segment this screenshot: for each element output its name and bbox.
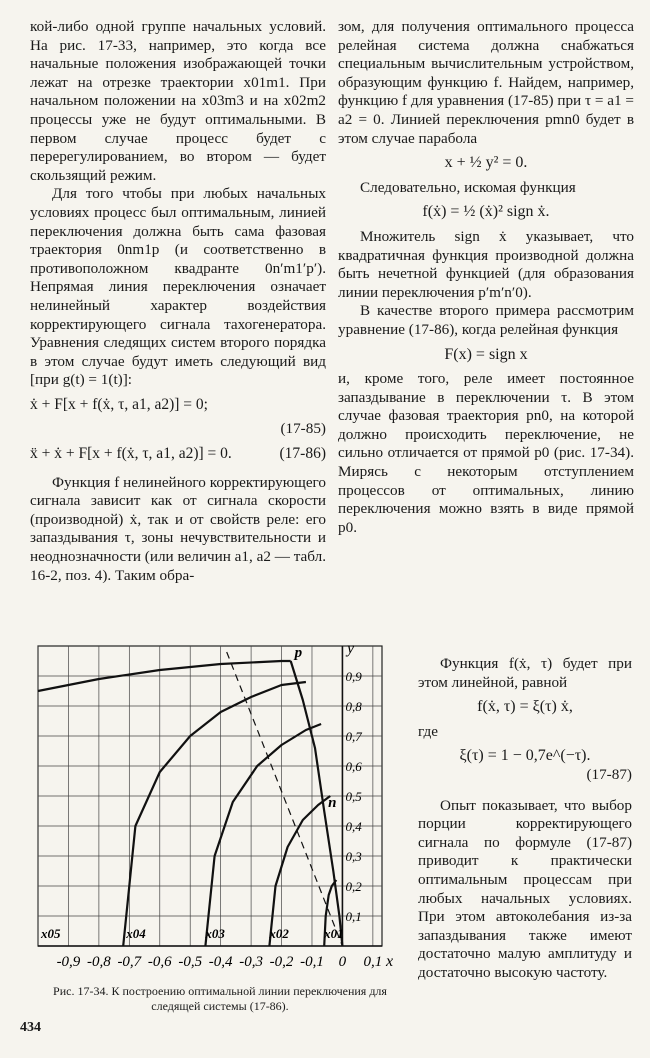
y-tick-label: 0,4 (345, 819, 362, 834)
y-tick-label: 0,9 (345, 669, 362, 684)
x-tick-label: -0,3 (239, 954, 263, 970)
x-tick-label: 0 (338, 954, 347, 970)
x-tick-label: -0,8 (87, 954, 111, 970)
x-tick-label: -0,6 (147, 954, 172, 970)
y-tick-label: 0,2 (345, 879, 362, 894)
point-label: x01 (324, 926, 344, 941)
page-number: 434 (20, 1020, 41, 1035)
point-label: x05 (41, 926, 61, 941)
x-tick-label: -0,9 (56, 954, 81, 970)
y-axis-label: y (346, 640, 355, 657)
equation-number: (17-86) (279, 445, 326, 463)
y-tick-label: 0,5 (345, 789, 362, 804)
right-column (338, 18, 634, 537)
equation-sign: F(x) = sign x (444, 345, 528, 363)
x-tick-label: -0,4 (208, 954, 233, 970)
equation-17-87: ξ(τ) = 1 − 0,7e^(−τ). (459, 747, 591, 765)
paragraph: кой-либо одной группе начальных условий. На рис. 17-33, например, это когда все начальные положения изображающей точки лежат на отрезке траектории x01m1. При начальном положении на x03m3 и на x02m2 процессы уже не будут оптимальными. В первом случае процесс будет с перерегулированием, во втором — будет скользящий режим. (30, 18, 326, 184)
y-tick-label: 0,3 (345, 849, 362, 864)
equation-function: f(ẋ) = ½ (ẋ)² sign ẋ. (422, 203, 550, 221)
x-axis-label: x (386, 953, 394, 970)
right-lower-column (418, 655, 632, 983)
x-tick-label: -0,2 (269, 954, 294, 970)
paragraph: где (418, 722, 438, 740)
equation-text: ẍ + ẋ + F[x + f(ẋ, τ, a1, a2)] = 0. (30, 445, 232, 463)
x-tick-label: 0,1 (363, 954, 383, 970)
left-column (30, 18, 326, 585)
x-tick-label: -0,1 (300, 954, 324, 970)
equation-17-85 (30, 396, 326, 415)
figure-caption: Рис. 17-34. К построению оптимальной линии переключения для следящей системы (17-86). (53, 984, 387, 1013)
equation-number: (17-85) (280, 420, 326, 438)
x-tick-label: -0,7 (117, 954, 142, 970)
y-tick-label: 0,1 (345, 909, 362, 924)
point-label: x03 (205, 926, 225, 941)
point-label: x04 (126, 926, 146, 941)
phase-trajectory (123, 682, 306, 946)
phase-trajectory (269, 796, 330, 946)
equation-linear: f(ẋ, τ) = ξ(τ) ẋ, (477, 698, 573, 716)
equation-number: (17-87) (586, 765, 632, 783)
x-tick-label: -0,5 (178, 954, 203, 970)
y-tick-label: 0,7 (345, 729, 362, 744)
paragraph: Следовательно, искомая функция (360, 178, 576, 196)
paragraph: Опыт показывает, что выбор порции корректирующего сигнала по формуле (17-87) приводит к практически оптимальным процессам при любых начальных условиях. При этом автоколебания из-за запаздывания также имеют достаточно малую амплитуду и достаточно высокую частоту. (418, 796, 632, 981)
phase-trajectory (205, 724, 321, 946)
point-label: n (328, 795, 337, 811)
point-label: x02 (269, 926, 289, 941)
paragraph: зом, для получения оптимального процесса релейная система должна снабжаться специальным вычислительным устройством, образующим функцию f. Найдем, например, функцию f для уравнения (17-85) при τ = a1 = a2 = 0. Линией переключения pmn0 будет в этом случае парабола (338, 18, 634, 147)
paragraph: Для того чтобы при любых начальных условиях процесс был оптимальным, линией переключения должна быть сама фазовая траектория 0nm1p (и соответственно в противоположном квадранте 0n′m1′p′). Непрямая линия переключения означает нелинейный характер воздействия корректирующего сигнала тахогенератора. Уравнения следящих систем второго порядка в этом случае будут иметь следующий вид [при g(t) = 1(t)]: (30, 185, 326, 389)
paragraph: Функция f нелинейного корректирующего сигнала зависит как от сигнала скорости (производной) ẋ, так и от свойств реле: его запаздывания τ, зоны нечувствительности и неоднозначности (или величин a1, a2 — табл. 16-2, поз. 4). Таким обра- (30, 473, 327, 584)
paragraph: Множитель sign ẋ указывает, что квадратичная функция производной должна быть нечетной функцией (для образования линии переключения p′m′n′0). (338, 227, 634, 301)
y-tick-label: 0,6 (345, 759, 362, 774)
equation-17-86 (30, 445, 326, 464)
figure-17-34 (30, 640, 396, 980)
phase-plane-chart (30, 640, 396, 980)
paragraph: В качестве второго примера рассмотрим уравнение (17-86), когда релейная функция (338, 302, 634, 338)
point-label: p (294, 645, 303, 661)
paragraph: и, кроме того, реле имеет постоянное запаздывание в переключении τ. В этом случае фазовая траектория pn0, на которой должно происходить переключение, не сильно отличается от прямой p0 (рис. 17-34). Мирясь с некоторым отступлением процессов от оптимальных, линию переключения можно взять в виде прямой p0. (338, 370, 634, 536)
equation-text: ẋ + F[x + f(ẋ, τ, a1, a2)] = 0; (30, 395, 208, 413)
equation-parabola: x + ½ y² = 0. (444, 154, 528, 172)
paragraph: Функция f(ẋ, τ) будет при этом линейной, равной (418, 655, 632, 691)
y-tick-label: 0,8 (345, 699, 362, 714)
